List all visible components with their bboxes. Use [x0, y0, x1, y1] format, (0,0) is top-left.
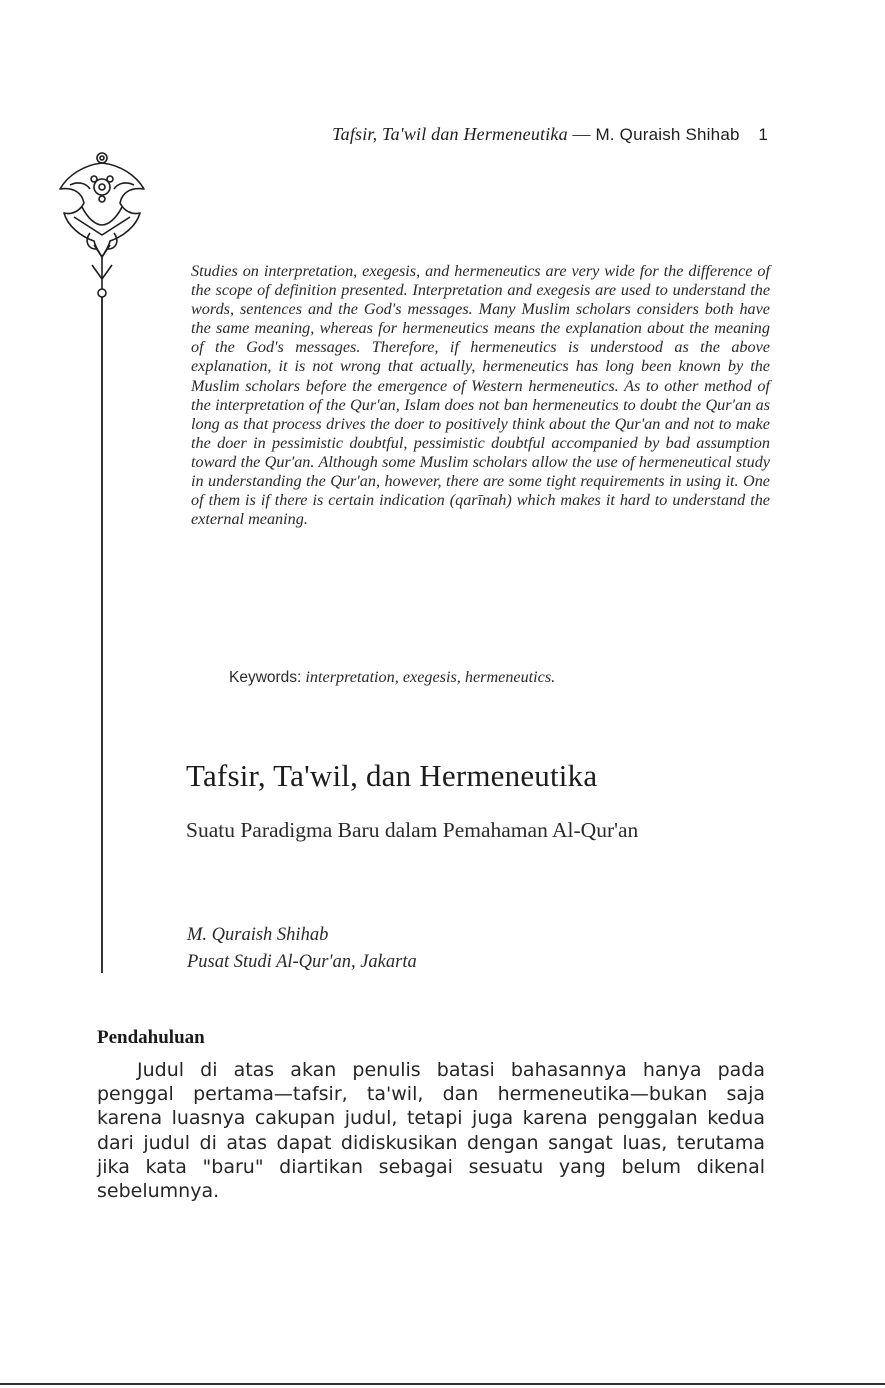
- keywords-value: interpretation, exegesis, hermeneutics.: [305, 668, 556, 686]
- keywords: [229, 668, 555, 687]
- author-name: M. Quraish Shihab: [187, 925, 329, 945]
- arabesque-ornament-icon: [54, 145, 154, 980]
- author-block: [187, 922, 417, 976]
- article-subtitle: Suatu Paradigma Baru dalam Pemahaman Al-Qur'an: [186, 818, 639, 842]
- body-paragraph: [97, 1058, 765, 1203]
- running-head-author: M. Quraish Shihab: [595, 125, 740, 144]
- running-head-title: Tafsir, Ta'wil dan Hermeneutika: [332, 124, 568, 144]
- article-title: Tafsir, Ta'wil, dan Hermeneutika: [186, 758, 598, 793]
- author-affiliation: Pusat Studi Al-Qur'an, Jakarta: [187, 952, 417, 972]
- running-head-separator: —: [572, 124, 591, 144]
- abstract-text: Studies on interpretation, exegesis, and hermeneutics are very wide for the difference of the scope of definition presented. Interpretation and exegesis are used to understand the words, sentences and the God's messages. Many Muslim scholars considers both have the same meaning, whereas for hermeneutics means the explanation about the meaning of the God's messages. Therefore, if hermeneutics is understood as the above explanation, it is not wrong that actually, hermeneutics has long been known by the Muslim scholars before the emergence of Western hermeneutics. As to other method of the interpretation of the Qur'an, Islam does not ban hermeneutics to doubt the Qur'an as long as that process drives the doer to positively think about the Qur'an and not to make the doer in pessimistic doubtful, pessimistic doubtful accompanied by bad assumption toward the Qur'an. Although some Muslim scholars allow the use of hermeneutical study in understanding the Qur'an, however, there are some tight requirements in using it. One of them is if there is certain indication (qarīnah) which makes it hard to understand the external meaning.: [191, 262, 770, 529]
- bottom-rule: [0, 1383, 885, 1385]
- page-number: 1: [758, 125, 768, 144]
- body-paragraph-text: Judul di atas akan penulis batasi bahasannya hanya pada penggal pertama—tafsir, ta'wil, dan hermeneutika—bukan saja karena luasnya cakupan judul, tetapi juga karena penggalan kedua dari judul di atas dapat didiskusikan dengan sangat luas, terutama jika kata "baru" diartikan sebagai sesuatu yang belum dikenal sebelumnya.: [97, 1059, 765, 1203]
- keywords-label: Keywords:: [229, 669, 302, 686]
- abstract: [191, 262, 770, 529]
- section-heading: Pendahuluan: [97, 1027, 205, 1048]
- running-head: [0, 124, 768, 145]
